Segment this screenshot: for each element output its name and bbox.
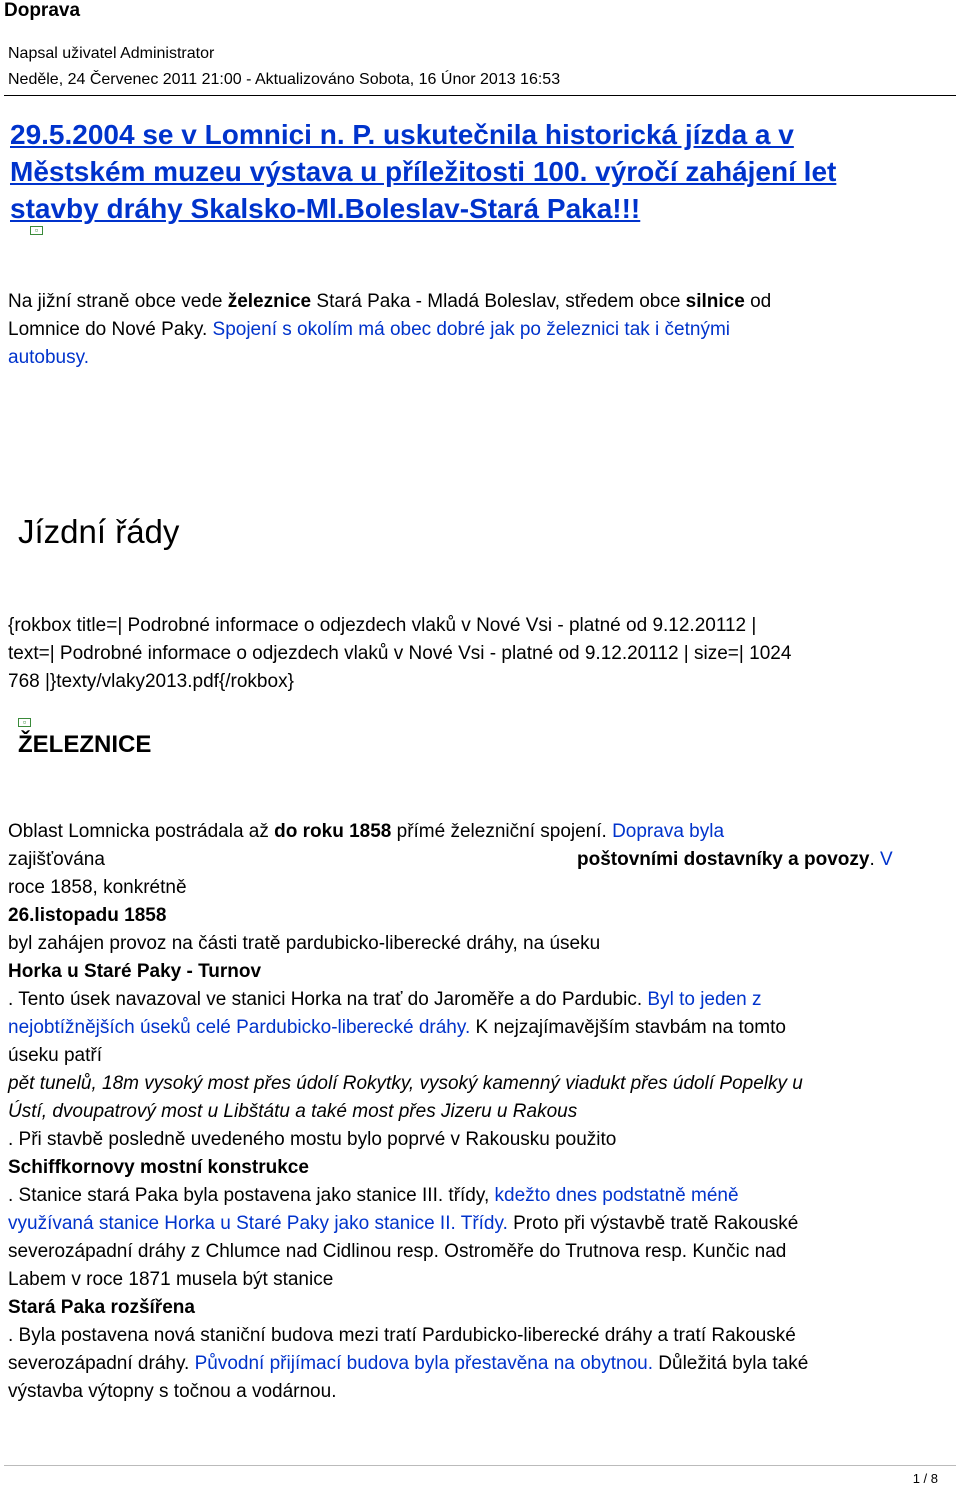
- timetables-heading: Jízdní řády: [18, 513, 180, 550]
- railway-line-18: Stará Paka rozšířena: [8, 1297, 195, 1318]
- railway-line-15: využívaná stanice Horka u Staré Paky jako stanice II. Třídy. Proto při výstavbě tratě Rakouské: [8, 1213, 799, 1234]
- date-line: Neděle, 24 Červenec 2011 21:00 - Aktualizováno Sobota, 16 Únor 2013 16:53: [8, 71, 561, 88]
- railway-line-1: Oblast Lomnicka postrádala až do roku 1858 přímé železniční spojení. Doprava byla: [8, 821, 725, 842]
- page-number: 1 / 8: [912, 1471, 938, 1486]
- rokbox-line-3: 768 |}texty/vlaky2013.pdf{/rokbox}: [8, 671, 294, 692]
- rokbox-line-2: text=| Podrobné informace o odjezdech vlaků v Nové Vsi - platné od 9.12.20112 | size=| 1024: [8, 643, 792, 664]
- railway-line-12: . Při stavbě posledně uvedeného mostu bylo poprvé v Rakousku použito: [8, 1129, 617, 1150]
- railway-line-13: Schiffkornovy mostní konstrukce: [8, 1157, 309, 1178]
- intro-line-2: Lomnice do Nové Paky. Spojení s okolím má obec dobré jak po železnici tak i četnými: [8, 319, 731, 340]
- railway-line-10: pět tunelů, 18m vysoký most přes údolí Rokytky, vysoký kamenný viadukt přes údolí Popelky u: [8, 1073, 803, 1094]
- railway-line-5: byl zahájen provoz na části tratě pardubicko-liberecké dráhy, na úseku: [8, 933, 601, 954]
- railway-line-2b: poštovními dostavníky a povozy. V: [577, 849, 893, 870]
- image-placeholder-icon: ▫: [30, 226, 43, 235]
- railway-line-17: Labem v roce 1871 musela být stanice: [8, 1269, 334, 1290]
- header-divider: [4, 95, 956, 96]
- railway-line-14: . Stanice stará Paka byla postavena jako stanice III. třídy, kdežto dnes podstatně méně: [8, 1185, 739, 1206]
- headline-link-line-2[interactable]: Městském muzeu výstava u příležitosti 100. výročí zahájení let: [10, 156, 837, 187]
- railway-line-16: severozápadní dráhy z Chlumce nad Cidlinou resp. Ostroměře do Trutnova resp. Kunčic nad: [8, 1241, 787, 1262]
- intro-line-1: Na jižní straně obce vede železnice Stará Paka - Mladá Boleslav, středem obce silnice od: [8, 291, 772, 312]
- headline-link-line-1[interactable]: 29.5.2004 se v Lomnici n. P. uskutečnila historická jízda a v: [10, 119, 794, 150]
- railway-line-7: . Tento úsek navazoval ve stanici Horka na trať do Jaroměře a do Pardubic. Byl to jeden z: [8, 989, 762, 1010]
- railway-line-19: . Byla postavena nová staniční budova mezi tratí Pardubicko-liberecké dráhy a tratí Rakouské: [8, 1325, 796, 1346]
- railway-heading: ŽELEZNICE: [18, 731, 152, 758]
- railway-line-21: výstavba výtopny s točnou a vodárnou.: [8, 1381, 337, 1402]
- image-placeholder-icon: ▫: [18, 718, 31, 727]
- railway-line-9: úseku patří: [8, 1045, 102, 1066]
- page-title: Doprava: [4, 0, 81, 21]
- intro-line-3: autobusy.: [8, 347, 89, 368]
- railway-line-11: Ústí, dvoupatrový most u Libštátu a také most přes Jizeru u Rakous: [8, 1101, 578, 1122]
- railway-line-2: zajišťována: [8, 849, 105, 870]
- rokbox-line-1: {rokbox title=| Podrobné informace o odjezdech vlaků v Nové Vsi - platné od 9.12.20112 |: [8, 615, 757, 636]
- railway-line-20: severozápadní dráhy. Původní přijímací budova byla přestavěna na obytnou. Důležitá byla také: [8, 1353, 809, 1374]
- railway-line-4: 26.listopadu 1858: [8, 905, 167, 926]
- author-line: Napsal uživatel Administrator: [8, 45, 215, 62]
- railway-line-3: roce 1858, konkrétně: [8, 877, 187, 898]
- headline-link-line-3[interactable]: stavby dráhy Skalsko-Ml.Boleslav-Stará Paka!!!: [10, 193, 641, 224]
- railway-line-8: nejobtížnějších úseků celé Pardubicko-liberecké dráhy. K nejzajímavějším stavbám na tomto: [8, 1017, 786, 1038]
- railway-line-6: Horka u Staré Paky - Turnov: [8, 961, 262, 982]
- footer-divider: [4, 1465, 956, 1466]
